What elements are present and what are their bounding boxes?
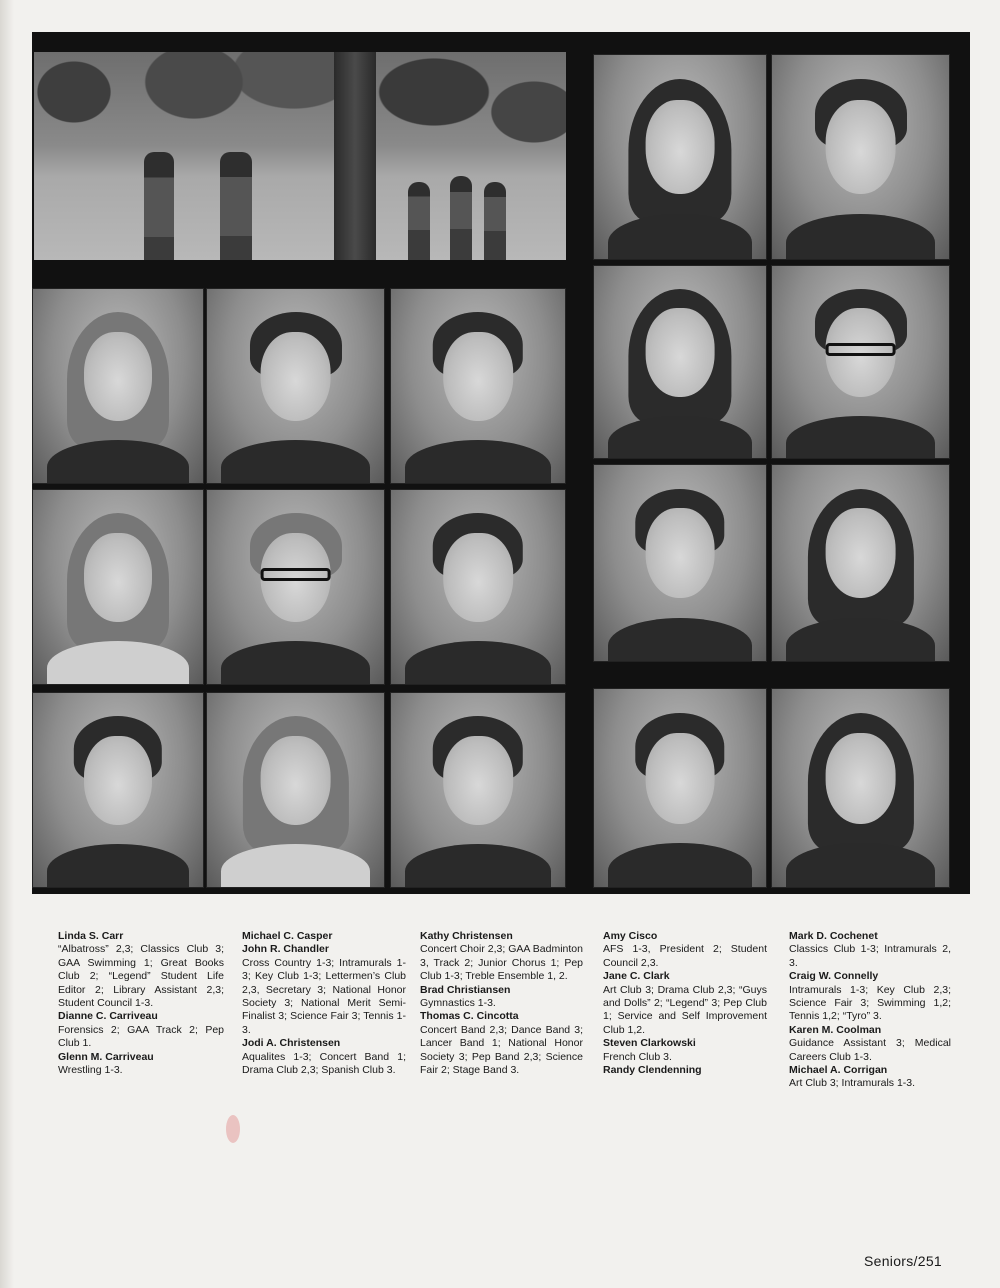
- student-figure: [408, 182, 430, 260]
- student-name: Mark D. Cochenet: [789, 930, 878, 942]
- portrait-face: [84, 332, 152, 421]
- student-figure: [450, 176, 472, 260]
- student-activities: Guidance Assistant 3; Medical Careers Club 1-3.: [789, 1037, 951, 1063]
- student-entry: [789, 930, 951, 970]
- student-name: Randy Clendenning: [603, 1064, 702, 1077]
- student-entry: [603, 930, 767, 970]
- portrait-shoulders: [608, 618, 752, 662]
- senior-portrait: [771, 688, 950, 888]
- portrait-shoulders: [221, 641, 370, 685]
- caption-column-1: [58, 930, 224, 1077]
- portrait-face: [84, 736, 152, 825]
- senior-portrait: [206, 489, 385, 685]
- portrait-shoulders: [786, 843, 935, 888]
- campus-walk-photo: [34, 52, 566, 260]
- portrait-shoulders: [608, 416, 752, 459]
- student-name: Glenn M. Carriveau: [58, 1050, 154, 1063]
- student-activities: Wrestling 1-3.: [58, 1064, 123, 1077]
- portrait-shoulders: [786, 416, 935, 459]
- portrait-face: [443, 736, 513, 825]
- student-activities: AFS 1-3, President 2; Student Council 2,3.: [603, 943, 767, 969]
- portrait-face: [646, 733, 715, 824]
- portrait-shoulders: [405, 440, 551, 484]
- trees: [34, 52, 566, 181]
- student-name: Thomas C. Cincotta: [420, 1010, 519, 1023]
- student-entry: [603, 970, 767, 1037]
- senior-portrait: [593, 265, 767, 459]
- student-activities: “Albatross” 2,3; Classics Club 3; GAA Swimming 1; Great Books Club 2; “Legend” Student Life Editor 2; Library Assistant 2,3; Student Council 1-3.: [58, 943, 224, 1010]
- student-entry: [789, 1064, 951, 1091]
- senior-portrait: [390, 288, 566, 484]
- student-name: Amy Cisco: [603, 930, 658, 942]
- student-activities: Gymnastics 1-3.: [420, 997, 496, 1010]
- portrait-shoulders: [608, 214, 752, 260]
- portrait-face: [260, 736, 331, 825]
- student-entry: [420, 930, 583, 984]
- caption-column-4: [603, 930, 767, 1077]
- student-name: Michael A. Corrigan: [789, 1064, 888, 1077]
- portrait-face: [84, 533, 152, 622]
- student-entry: [242, 930, 406, 943]
- student-entry: [603, 1037, 767, 1064]
- student-entry: [242, 943, 406, 1037]
- portrait-shoulders: [221, 844, 370, 888]
- student-activities: Concert Choir 2,3; GAA Badminton 3, Track 2; Junior Chorus 1; Pep Club 1-3; Treble Ensemble 1, 2.: [420, 943, 583, 983]
- portrait-face: [646, 100, 715, 194]
- student-name: Karen M. Coolman: [789, 1023, 882, 1036]
- portrait-face: [443, 332, 513, 421]
- portrait-shoulders: [786, 214, 935, 260]
- student-name: Dianne C. Carriveau: [58, 1010, 158, 1023]
- student-name: Michael C. Casper: [242, 930, 333, 942]
- portrait-shoulders: [47, 641, 190, 685]
- portrait-shoulders: [405, 641, 551, 685]
- student-name: Jodi A. Christensen: [242, 1037, 341, 1050]
- senior-portrait: [593, 688, 767, 888]
- student-entry: [58, 1051, 224, 1078]
- portrait-shoulders: [47, 844, 190, 888]
- student-activities: Art Club 3; Drama Club 2,3; “Guys and Dolls” 2; “Legend” 3; Pep Club 1; Service and Self Improvement Club 1,2.: [603, 983, 767, 1036]
- student-activities: Forensics 2; GAA Track 2; Pep Club 1.: [58, 1023, 224, 1050]
- student-entry: [603, 1064, 767, 1077]
- senior-portrait: [771, 54, 950, 260]
- student-name: Jane C. Clark: [603, 970, 670, 983]
- senior-portrait: [32, 489, 204, 685]
- portrait-glasses: [260, 568, 331, 582]
- senior-portrait: [206, 692, 385, 888]
- senior-portrait: [206, 288, 385, 484]
- student-figure: [144, 152, 174, 260]
- student-entry: [420, 1010, 583, 1077]
- student-entry: [789, 970, 951, 1024]
- student-name: Steven Clarkowski: [603, 1037, 696, 1050]
- senior-portrait: [593, 464, 767, 662]
- student-entry: [58, 930, 224, 1010]
- student-entry: [58, 1010, 224, 1050]
- portrait-face: [825, 100, 896, 194]
- senior-portrait: [771, 464, 950, 662]
- student-name: Brad Christiansen: [420, 983, 511, 996]
- ink-smudge: [226, 1115, 240, 1143]
- student-entry: [789, 1024, 951, 1064]
- student-activities: Intramurals 1-3; Key Club 2,3; Science Fair 3; Swimming 1,2; Tennis 1,2; “Tyro” 3.: [789, 983, 951, 1023]
- student-figure: [484, 182, 506, 260]
- caption-column-2: [242, 930, 406, 1077]
- portrait-shoulders: [786, 618, 935, 662]
- portrait-face: [260, 332, 331, 421]
- lamp-pole: [334, 52, 376, 260]
- portrait-shoulders: [405, 844, 551, 888]
- portrait-face: [825, 508, 896, 598]
- student-name: Kathy Christensen: [420, 930, 513, 942]
- senior-portrait: [32, 288, 204, 484]
- page-folio: Seniors/251: [863, 1253, 942, 1269]
- portrait-face: [646, 308, 715, 396]
- senior-portrait: [390, 489, 566, 685]
- student-entry: [242, 1037, 406, 1077]
- caption-column-5: [789, 930, 951, 1091]
- student-activities: Cross Country 1-3; Intramurals 1-3; Key Club 1-3; Lettermen’s Club 2,3, Secretary 3; National Honor Society 3; National Merit Semi-Finalist 3; Science Fair 3; Tennis 1-3.: [242, 956, 406, 1036]
- senior-portrait: [390, 692, 566, 888]
- student-name: John R. Chandler: [242, 943, 329, 956]
- portrait-shoulders: [608, 843, 752, 888]
- portrait-face: [443, 533, 513, 622]
- caption-column-3: [420, 930, 583, 1077]
- student-name: Craig W. Connelly: [789, 970, 879, 983]
- student-activities: French Club 3.: [603, 1050, 672, 1063]
- student-activities: Classics Club 1-3; Intramurals 2, 3.: [789, 943, 951, 969]
- portrait-glasses: [825, 343, 896, 356]
- student-name: Linda S. Carr: [58, 930, 124, 942]
- portrait-shoulders: [47, 440, 190, 484]
- portrait-face: [646, 508, 715, 598]
- student-entry: [420, 984, 583, 1011]
- senior-portrait: [771, 265, 950, 459]
- student-activities: Concert Band 2,3; Dance Band 3; Lancer Band 1; National Honor Society 3; Pep Band 2,3; Science Fair 2; Stage Band 3.: [420, 1023, 583, 1077]
- portrait-face: [825, 733, 896, 824]
- student-activities: Aqualites 1-3; Concert Band 1; Drama Club 2,3; Spanish Club 3.: [242, 1050, 406, 1077]
- portrait-shoulders: [221, 440, 370, 484]
- student-figure: [220, 152, 252, 260]
- senior-portrait: [32, 692, 204, 888]
- page-spine: [0, 0, 14, 1288]
- student-activities: Art Club 3; Intramurals 1-3.: [789, 1077, 916, 1090]
- senior-portrait: [593, 54, 767, 260]
